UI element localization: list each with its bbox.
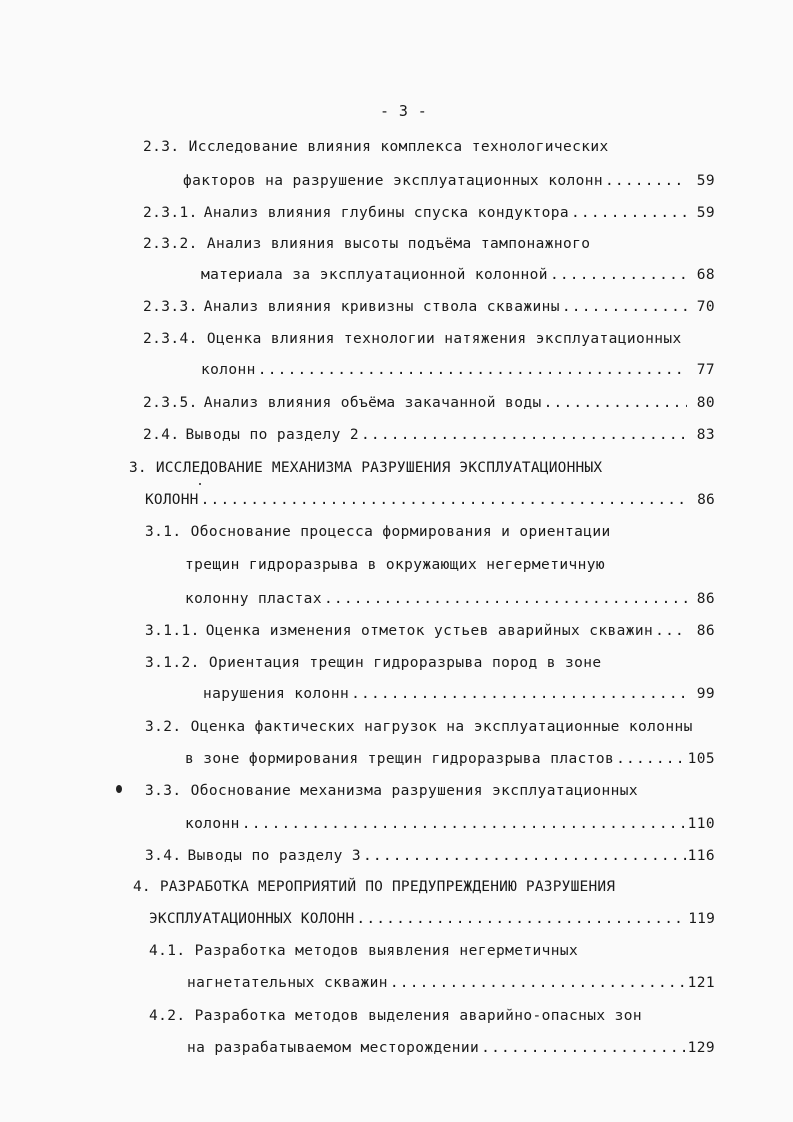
- toc-entry-number: 4.: [133, 879, 151, 895]
- toc-entry-text: колонн: [201, 362, 256, 378]
- toc-entry-number: 4.2.: [149, 1008, 186, 1024]
- toc-entry-text: Исследование влияния комплекса технологических: [188, 139, 609, 155]
- toc-entry-2-3-line-1: [143, 136, 609, 158]
- dot-leader: [356, 908, 686, 930]
- toc-page-number: 129: [687, 1040, 715, 1056]
- dot-leader: [201, 489, 687, 511]
- toc-entry-text: в зоне формирования трещин гидроразрыва пластов: [185, 751, 615, 767]
- dot-leader: [562, 296, 687, 318]
- dot-leader: [571, 202, 687, 224]
- toc-entry-text: Выводы по разделу 3: [187, 848, 361, 864]
- toc-entry-4-1-line-2: [187, 972, 715, 994]
- toc-entry-2-3-2-line-1: [143, 233, 590, 255]
- toc-entry-3-1-line-2: [185, 554, 605, 576]
- toc-entry-text: ЭКСПЛУАТАЦИОННЫХ КОЛОНН: [149, 911, 355, 927]
- toc-entry-text: КОЛОНН: [145, 492, 199, 508]
- toc-page-number: 59: [696, 173, 715, 189]
- toc-entry-text: Разработка методов выделения аварийно-опасных зон: [194, 1008, 643, 1024]
- toc-page-number: 77: [696, 362, 715, 378]
- toc-entry-text: материала за эксплуатационной колонной: [201, 267, 548, 283]
- toc-page-number: 119: [688, 911, 715, 927]
- toc-entry-4-line-2: [149, 908, 715, 930]
- toc-entry-text: Обоснование процесса формирования и ориентации: [190, 524, 611, 540]
- toc-page-number: 70: [696, 299, 715, 315]
- toc-entry-text: на разрабатываемом месторождении: [187, 1040, 480, 1056]
- toc-entry-3-line-2: [145, 489, 715, 511]
- toc-entry-2-3-4-line-2: [201, 359, 715, 381]
- toc-page-number: 80: [696, 395, 715, 411]
- toc-entry-text: РАЗРАБОТКА МЕРОПРИЯТИЙ ПО ПРЕДУПРЕЖДЕНИЮ РАЗРУШЕНИЯ: [159, 879, 616, 895]
- dot-leader: [616, 748, 686, 770]
- dot-leader: [351, 683, 687, 705]
- dot-leader: [390, 972, 686, 994]
- toc-entry-2-3-3: [143, 296, 715, 318]
- toc-entry-3-3-line-2: [185, 813, 715, 835]
- toc-page-number: 99: [696, 686, 715, 702]
- dot-leader: [258, 359, 687, 381]
- toc-entry-text: колонн: [185, 816, 240, 832]
- toc-page-number: 68: [696, 267, 715, 283]
- toc-page-number: 116: [687, 848, 715, 864]
- toc-entry-3-2-line-2: [185, 748, 715, 770]
- toc-entry-text: Обоснование механизма разрушения эксплуатационных: [190, 783, 639, 799]
- toc-entry-4-line-1: [133, 876, 615, 898]
- toc-entry-3-3-line-1: [145, 780, 638, 802]
- dot-leader: [361, 424, 687, 446]
- toc-entry-number: 2.3.3.: [143, 299, 198, 315]
- toc-page-number: 86: [696, 623, 715, 639]
- toc-page-number: 121: [687, 975, 715, 991]
- toc-entry-text: нарушения колонн: [203, 686, 350, 702]
- toc-entry-number: 3.1.: [145, 524, 182, 540]
- dot-leader: [363, 845, 686, 867]
- toc-entry-number: 3.2.: [145, 719, 182, 735]
- toc-entry-4-1-line-1: [149, 940, 578, 962]
- toc-entry-number: 2.3.5.: [143, 395, 198, 411]
- toc-entry-number: 2.4.: [143, 427, 180, 443]
- toc-entry-4-2-line-1: [149, 1005, 642, 1027]
- toc-entry-4-2-line-2: [187, 1037, 715, 1059]
- toc-page-number: 83: [696, 427, 715, 443]
- dot-leader: [655, 620, 687, 642]
- toc-entry-2-3-line-2: [183, 170, 715, 192]
- toc-page-number: 110: [687, 816, 715, 832]
- toc-page-number: 86: [697, 492, 715, 508]
- toc-entry-3-1-2-line-1: [145, 652, 602, 674]
- scan-speck: [199, 483, 201, 485]
- toc-entry-number: 3.3.: [145, 783, 182, 799]
- toc-entry-2-3-2-line-2: [201, 264, 715, 286]
- toc-entry-number: 3.4.: [145, 848, 182, 864]
- toc-entry-text: Анализ влияния объёма закачанной воды: [203, 395, 542, 411]
- toc-entry-text: ИССЛЕДОВАНИЕ МЕХАНИЗМА РАЗРУШЕНИЯ ЭКСПЛУАТАЦИОННЫХ: [155, 460, 603, 476]
- toc-entry-number: 2.3.4.: [143, 331, 198, 347]
- toc-entry-text: нагнетательных скважин: [187, 975, 388, 991]
- toc-page-number: 86: [696, 591, 715, 607]
- dot-leader: [481, 1037, 685, 1059]
- toc-entry-3-line-1: [129, 457, 602, 479]
- toc-entry-3-1-line-3: [185, 588, 715, 610]
- toc-entry-text: трещин гидроразрыва в окружающих негерметичную: [185, 557, 605, 573]
- toc-entry-text: Выводы по разделу 2: [185, 427, 359, 443]
- toc-entry-3-4: [145, 845, 715, 867]
- toc-entry-text: факторов на разрушение эксплуатационных колонн: [183, 173, 603, 189]
- toc-entry-number: 3.1.1.: [145, 623, 200, 639]
- toc-entry-2-3-4-line-1: [143, 328, 682, 350]
- toc-entry-3-1-line-1: [145, 521, 611, 543]
- dot-leader: [242, 813, 686, 835]
- dot-leader: [605, 170, 687, 192]
- toc-entry-number: 4.1.: [149, 943, 186, 959]
- dot-leader: [544, 392, 687, 414]
- toc-entry-2-4: [143, 424, 715, 446]
- page-number: - 3 -: [380, 102, 428, 120]
- toc-entry-3-2-line-1: [145, 716, 693, 738]
- toc-entry-text: Оценка изменения отметок устьев аварийных скважин: [205, 623, 654, 639]
- toc-entry-text: Анализ влияния кривизны ствола скважины: [203, 299, 560, 315]
- toc-entry-text: колонну пластах: [185, 591, 322, 607]
- toc-entry-text: Ориентация трещин гидроразрыва пород в зоне: [208, 655, 602, 671]
- toc-entry-number: 2.3.: [143, 139, 180, 155]
- dot-leader: [324, 588, 687, 610]
- toc-entry-2-3-5: [143, 392, 715, 414]
- toc-entry-2-3-1: [143, 202, 715, 224]
- toc-entry-number: 2.3.1.: [143, 205, 198, 221]
- scan-speck: [116, 785, 122, 793]
- toc-page-number: 59: [696, 205, 715, 221]
- toc-entry-number: 3.1.2.: [145, 655, 200, 671]
- toc-entry-number: 3.: [129, 460, 147, 476]
- toc-entry-text: Анализ влияния высоты подъёма тампонажного: [206, 236, 591, 252]
- toc-entry-3-1-1: [145, 620, 715, 642]
- toc-entry-text: Оценка влияния технологии натяжения эксплуатационных: [206, 331, 682, 347]
- toc-entry-3-1-2-line-2: [203, 683, 715, 705]
- toc-entry-text: Оценка фактических нагрузок на эксплуатационные колонны: [190, 719, 693, 735]
- dot-leader: [550, 264, 687, 286]
- toc-entry-number: 2.3.2.: [143, 236, 198, 252]
- toc-entry-text: Анализ влияния глубины спуска кондуктора: [203, 205, 569, 221]
- toc-page-number: 105: [687, 751, 715, 767]
- toc-entry-text: Разработка методов выявления негерметичных: [194, 943, 579, 959]
